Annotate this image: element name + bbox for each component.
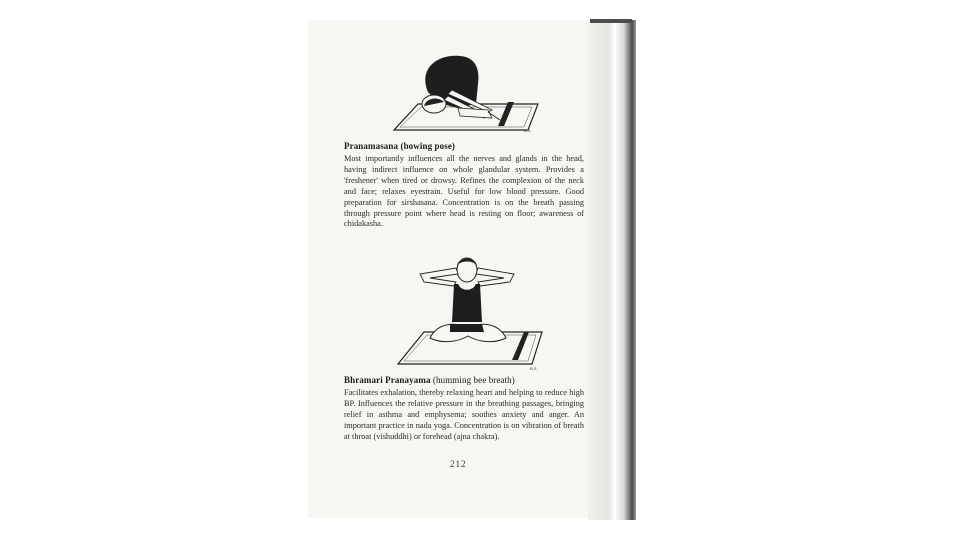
pose-description: Facilitates exhalation, thereby relaxing heart and helping to reduce high BP. Influences the relative pressure in the breathing passages, bringing relief in asthma and emphysema; soothes anxiety and anger. An important practice in nada yoga. Concentration is on vibration of breath at throat (vishuddhi) or forehead (ajna chakra).: [344, 388, 584, 441]
pose-subtitle: (bowing pose): [400, 141, 456, 151]
humming-bee-breath-illustration: [394, 252, 544, 372]
figure-id-label: B.S.: [524, 128, 532, 133]
page-number: 212: [450, 459, 467, 469]
page-top-edge: [590, 19, 632, 23]
pose-subtitle: (humming bee breath): [432, 375, 515, 385]
pose-description: Most importantly influences all the nerves and glands in the head, having indirect influence on whole glandular system. Provides a 'freshener' when tired or drowsy. Refines the complexion of the neck and face; relaxes eyestrain. Useful for low blood pressure. Good preparation for sirshasana. Concentration is on the breath passing through pressure point where head is resting on floor; awareness of chidakasha.: [344, 154, 584, 229]
pose-name: Pranamasana: [344, 141, 399, 151]
figure-id-label: B.S.: [530, 366, 538, 371]
pose-heading: [344, 141, 455, 151]
bowing-pose-illustration: [388, 48, 540, 136]
page-edge-shadow: [588, 20, 636, 520]
pose-name: Bhramari Pranayama: [344, 375, 431, 385]
pose-heading: [344, 375, 515, 385]
